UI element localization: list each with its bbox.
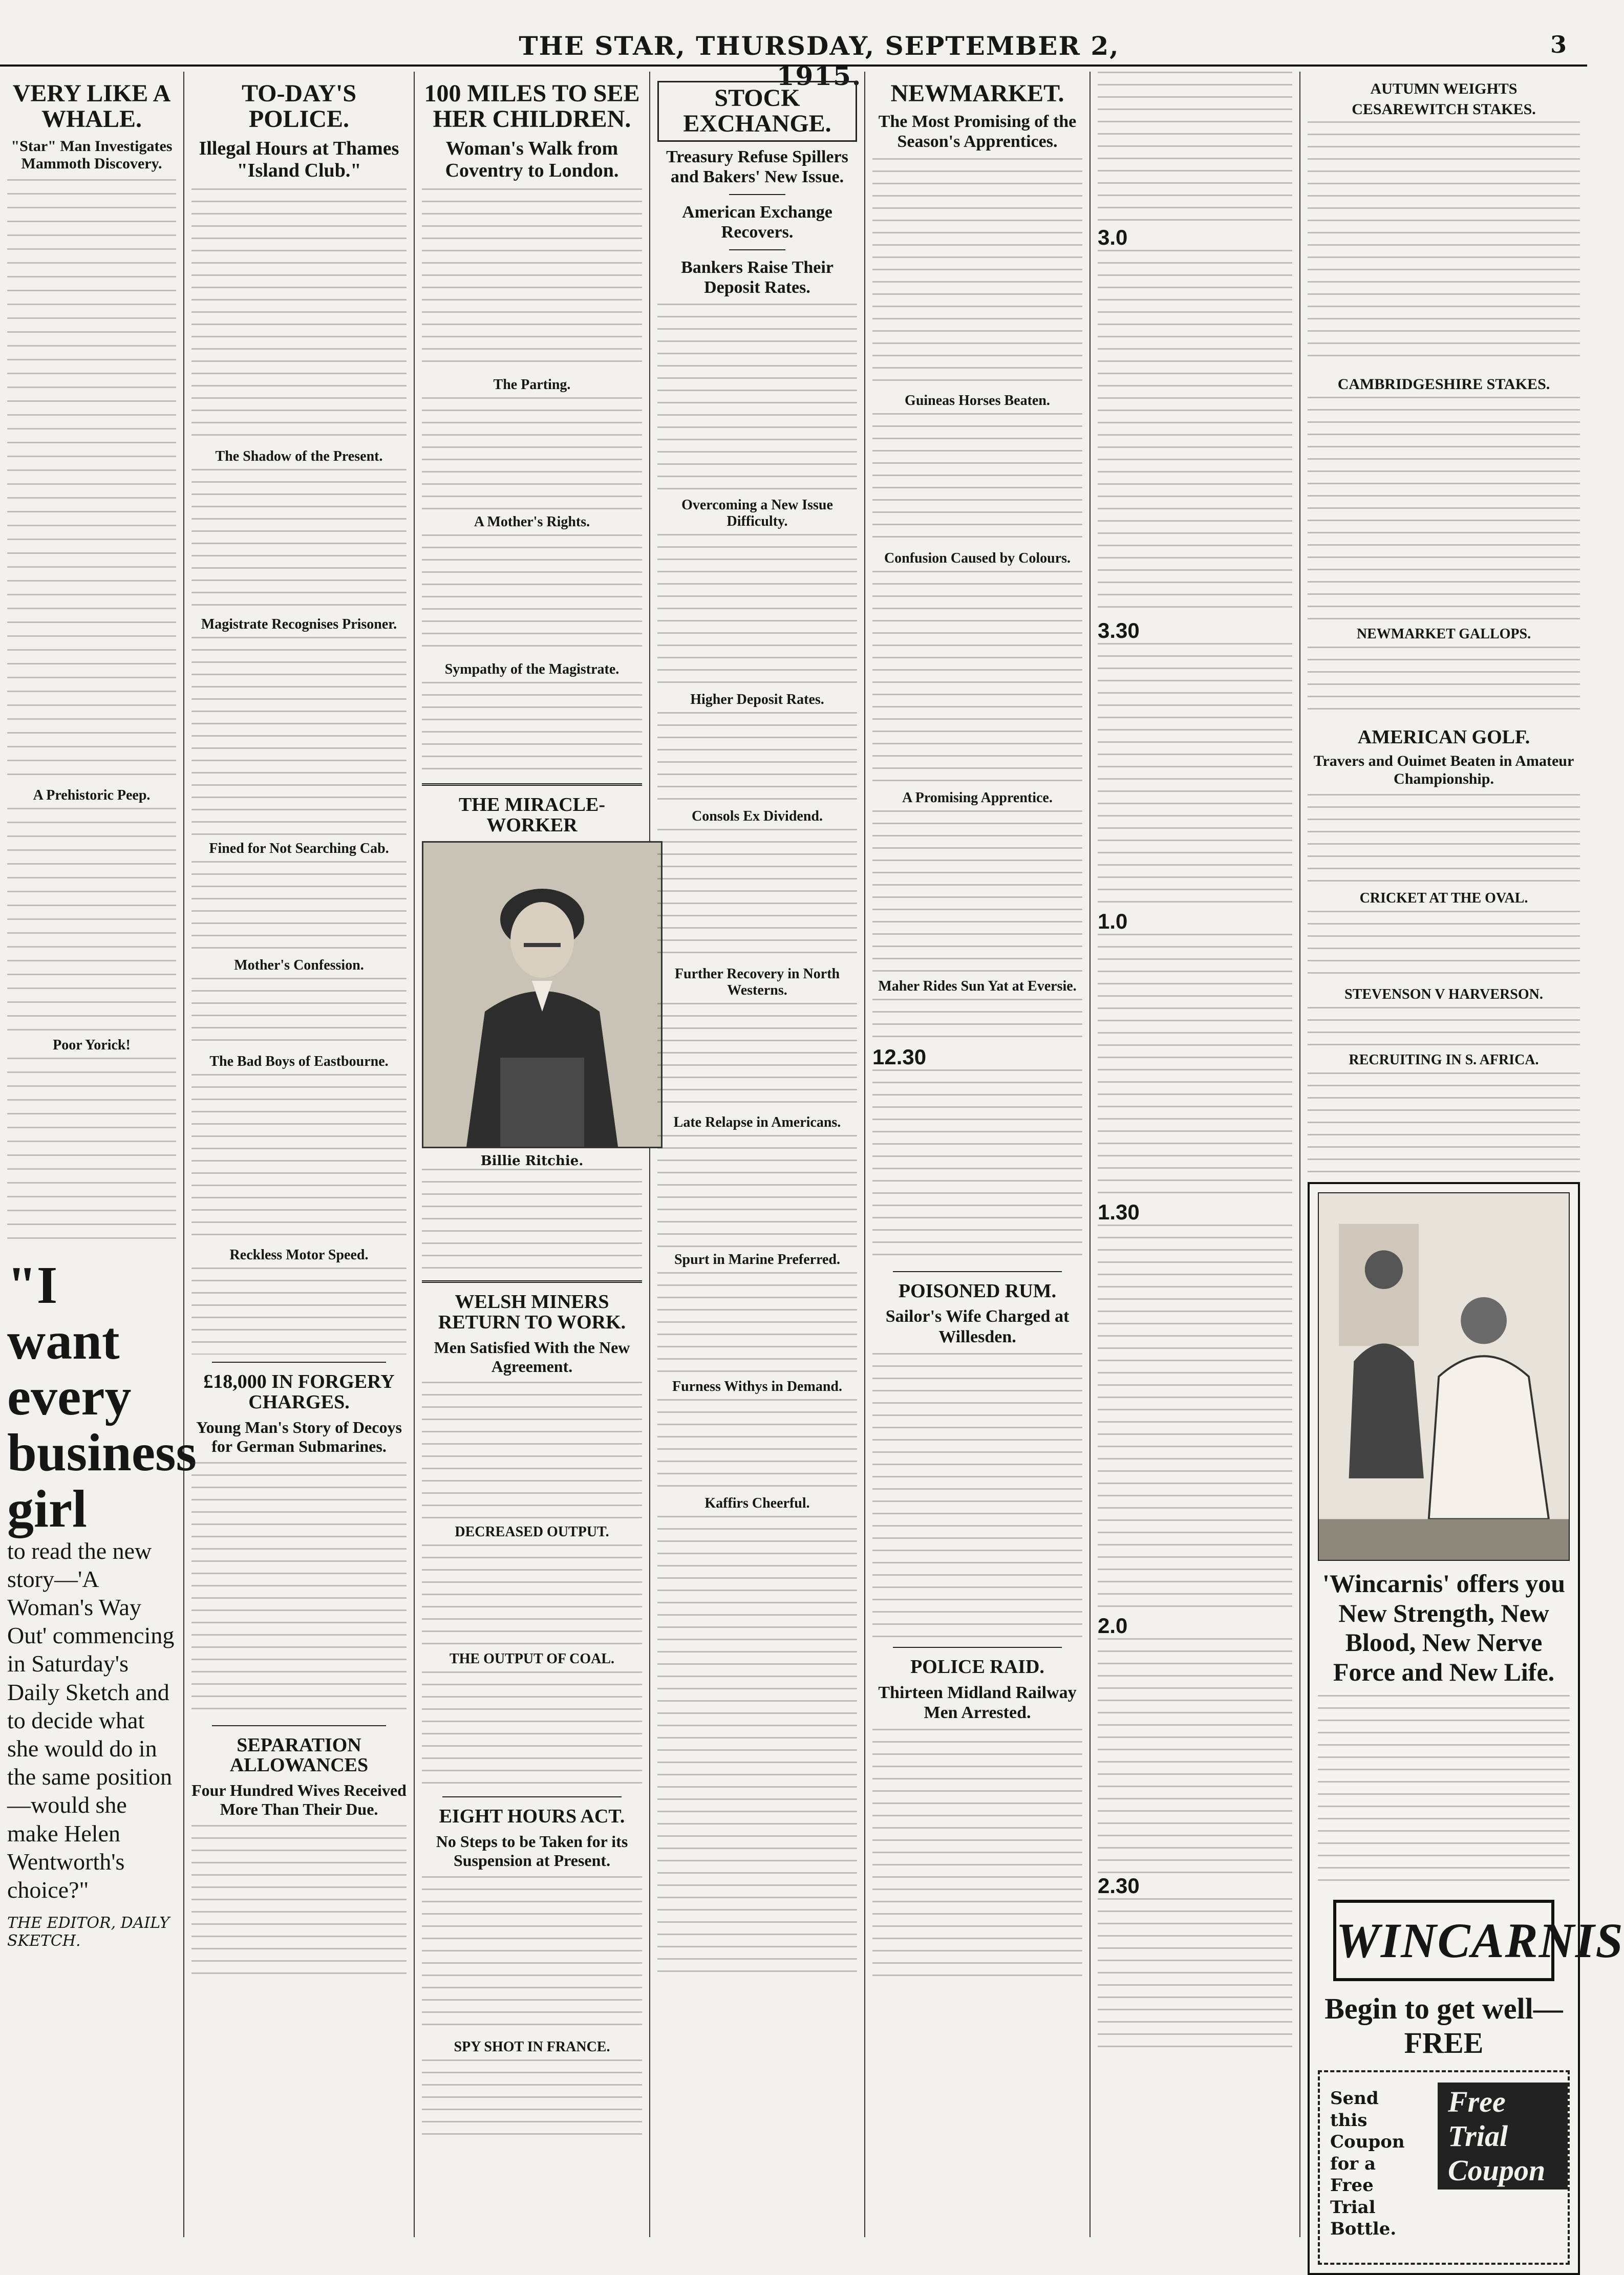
subheading: NEWMARKET GALLOPS. — [1356, 626, 1531, 642]
race-time: 3.30 — [1098, 618, 1140, 642]
subhead-100-miles: Woman's Walk from Coventry to London. — [445, 137, 619, 182]
race-card — [1098, 934, 1292, 1200]
promo-text: to read the new story—'A Woman's Way Out' commencing in Saturday's Daily Sketch and to decide what she would do in the same position—would she make Helen Wentworth's choice?" — [7, 1537, 175, 1903]
article-text — [872, 1729, 1082, 1985]
race-time: 2.30 — [1098, 1874, 1140, 1898]
article-text — [1308, 794, 1580, 886]
ad-illustration — [1318, 1192, 1570, 1561]
race-card — [1098, 1638, 1292, 1874]
article-text — [191, 469, 407, 612]
headline-autumn-weights: AUTUMN WEIGHTS — [1370, 80, 1518, 97]
promo-signature: THE EDITOR, DAILY SKETCH. — [7, 1914, 170, 1950]
headline-miracle-worker: THE MIRACLE-WORKER — [458, 794, 606, 836]
subheading: Mother's Confession. — [234, 957, 364, 974]
article-text — [422, 682, 642, 774]
headline-police-raid: POLICE RAID. — [910, 1656, 1044, 1678]
article-text — [191, 1074, 407, 1243]
race-time: 1.30 — [1098, 1200, 1140, 1224]
column-3 — [415, 72, 650, 2237]
subhead-stock-3: Bankers Raise Their Deposit Rates. — [681, 258, 834, 297]
subheading: A Promising Apprentice. — [902, 789, 1053, 806]
article-text — [657, 1399, 857, 1491]
article-text — [191, 861, 407, 953]
article-text — [191, 978, 407, 1049]
article-text — [1308, 1072, 1580, 1175]
article-text — [422, 188, 642, 373]
subhead-newmarket: The Most Promising of the Season's Apprentices. — [878, 112, 1077, 152]
divider — [729, 194, 785, 195]
subheading: The Shadow of the Present. — [215, 448, 383, 465]
headline-stock-exchange: STOCK EXCHANGE. — [657, 81, 857, 142]
article-text — [422, 1876, 642, 2035]
daily-sketch-promo — [7, 1255, 197, 1950]
article-text — [422, 1169, 642, 1271]
subheading: A Prehistoric Peep. — [33, 787, 151, 803]
divider — [893, 1647, 1062, 1648]
article-text — [872, 999, 1082, 1045]
column-6 — [1091, 72, 1300, 2237]
article-text — [872, 1353, 1082, 1640]
headline-cambridgeshire: CAMBRIDGESHIRE STAKES. — [1337, 376, 1550, 393]
subhead-stock-2: American Exchange Recovers. — [682, 202, 832, 242]
article-text — [7, 1058, 176, 1242]
article-text — [657, 829, 857, 962]
divider — [212, 1725, 386, 1726]
article-text — [657, 534, 857, 688]
subheading: Spurt in Marine Preferred. — [674, 1252, 840, 1268]
subheading: Higher Deposit Rates. — [690, 692, 824, 708]
column-7 — [1300, 72, 1624, 2240]
headline-poisoned-rum: POISONED RUM. — [898, 1280, 1057, 1302]
portrait-photo — [422, 841, 663, 1148]
masthead-title: THE STAR, THURSDAY, SEPTEMBER 2, 1915. — [519, 31, 1120, 91]
subheading: Maher Rides Sun Yat at Eversie. — [878, 978, 1077, 994]
article-text — [657, 1135, 857, 1248]
race-card — [1098, 1225, 1292, 1614]
subheading: Magistrate Recognises Prisoner. — [201, 616, 397, 633]
article-text — [7, 808, 176, 1033]
headline-police: TO-DAY'S POLICE. — [241, 80, 357, 133]
subhead-police: Illegal Hours at Thames "Island Club." — [199, 137, 399, 182]
divider — [422, 783, 642, 786]
ad-figures — [1319, 1193, 1569, 1560]
article-text — [422, 1671, 642, 1789]
subheading: Guineas Horses Beaten. — [905, 392, 1050, 409]
subheading: Overcoming a New Issue Difficulty. — [681, 497, 833, 530]
headline-forgery: £18,000 IN FORGERY CHARGES. — [203, 1371, 395, 1413]
subheading: Reckless Motor Speed. — [229, 1247, 369, 1263]
subheading: Late Relapse in Americans. — [673, 1114, 841, 1131]
headline-welsh-miners: WELSH MINERS RETURN TO WORK. — [438, 1291, 626, 1333]
subheading: Consols Ex Dividend. — [692, 808, 823, 825]
article-text — [422, 2059, 642, 2136]
subheading: Fined for Not Searching Cab. — [209, 841, 389, 857]
race-time: 2.0 — [1098, 1614, 1128, 1638]
article-text — [1308, 1007, 1580, 1048]
ad-begin: Begin to get well—FREE — [1324, 1992, 1563, 2060]
subheading: RECRUITING IN S. AFRICA. — [1349, 1052, 1539, 1068]
race-time: 1.0 — [1098, 909, 1128, 933]
coupon-title: Free Trial Coupon — [1438, 2083, 1568, 2190]
subheading: The Bad Boys of Eastbourne. — [209, 1054, 389, 1070]
headline-separation: SEPARATION ALLOWANCES — [229, 1734, 369, 1776]
subheading: Further Recovery in North Westerns. — [674, 966, 840, 999]
subhead-police-raid: Thirteen Midland Railway Men Arrested. — [878, 1683, 1077, 1722]
headline-american-golf: AMERICAN GOLF. — [1357, 726, 1530, 748]
article-text — [1308, 911, 1580, 982]
article-text — [191, 188, 407, 444]
subheading: Confusion Caused by Colours. — [884, 550, 1071, 566]
column-5 — [865, 72, 1091, 2237]
divider — [212, 1362, 386, 1363]
column-1 — [0, 72, 197, 2237]
ad-text — [1318, 1695, 1570, 1890]
article-text — [657, 304, 857, 493]
photo-caption: Billie Ritchie. — [480, 1153, 584, 1169]
subhead-welsh-miners: Men Satisfied With the New Agreement. — [434, 1338, 630, 1376]
ad-title: 'Wincarnis' offers you New Strength, New Blood, New Nerve Force and New Life. — [1322, 1569, 1566, 1686]
divider — [442, 1796, 622, 1797]
race-time: 12.30 — [872, 1044, 927, 1069]
race-card — [1098, 1898, 1292, 2052]
subheading: Poor Yorick! — [53, 1037, 131, 1053]
subhead-forgery: Young Man's Story of Decoys for German Submarines. — [196, 1418, 402, 1455]
article-text — [872, 413, 1082, 546]
subheading: THE OUTPUT OF COAL. — [449, 1651, 615, 1667]
portrait-figure — [423, 843, 661, 1147]
headline-cesarewitch: CESAREWITCH STAKES. — [1352, 100, 1536, 118]
subhead-separation: Four Hundred Wives Received More Than Their Due. — [191, 1781, 407, 1819]
ad-brand-logo: WINCARNIS — [1333, 1900, 1555, 1981]
subheading: Sympathy of the Magistrate. — [444, 661, 619, 678]
subheading: A Mother's Rights. — [474, 514, 590, 530]
race-card — [872, 1069, 1082, 1264]
divider — [422, 1280, 642, 1283]
race-card — [1098, 643, 1292, 909]
page-number: 3 — [1550, 31, 1567, 58]
subheading: DECREASED OUTPUT. — [455, 1524, 609, 1540]
subheading: The Parting. — [493, 377, 571, 393]
article-text — [657, 1516, 857, 1977]
free-trial-coupon[interactable] — [1318, 2070, 1570, 2265]
subhead-stock-1: Treasury Refuse Spillers and Bakers' New Issue. — [666, 147, 848, 186]
race-card — [1098, 250, 1292, 618]
race-time: 3.0 — [1098, 225, 1128, 249]
article-text — [191, 1825, 407, 1979]
subhead-poisoned-rum: Sailor's Wife Charged at Willesden. — [885, 1307, 1070, 1346]
article-text — [872, 810, 1082, 974]
wincarnis-ad — [1308, 1182, 1624, 2240]
article-text — [657, 1272, 857, 1375]
article-text — [191, 637, 407, 836]
subhead-whale: "Star" Man Investigates Mammoth Discovery. — [11, 137, 173, 173]
article-text — [191, 1268, 407, 1355]
article-text — [657, 1003, 857, 1110]
article-text — [422, 1544, 642, 1647]
subheading: CRICKET AT THE OVAL. — [1359, 890, 1528, 907]
column-2 — [184, 72, 415, 2237]
article-text — [657, 712, 857, 804]
article-text — [422, 397, 642, 510]
article-text — [422, 1382, 642, 1520]
race-card — [1098, 72, 1292, 225]
headline-100-miles: 100 MILES TO SEE HER CHILDREN. — [424, 80, 640, 133]
headline-whale: VERY LIKE A WHALE. — [12, 80, 171, 133]
weights-table — [1308, 397, 1580, 622]
subheading: SPY SHOT IN FRANCE. — [454, 2038, 610, 2055]
subheading: Kaffirs Cheerful. — [704, 1495, 810, 1512]
column-4 — [650, 72, 865, 2237]
article-text — [191, 1462, 407, 1718]
divider — [729, 249, 785, 250]
article-text — [872, 571, 1082, 786]
subhead-eight-hours: No Steps to be Taken for its Suspension at Present. — [436, 1832, 628, 1870]
ad-frame — [1308, 1182, 1624, 2275]
article-text — [872, 158, 1082, 389]
article-text — [422, 534, 642, 657]
divider — [893, 1271, 1062, 1272]
article-text — [1308, 647, 1580, 718]
subhead-american-golf: Travers and Ouimet Beaten in Amateur Championship. — [1313, 753, 1574, 787]
headline-newmarket: NEWMARKET. — [890, 80, 1064, 107]
promo-headline: "I want every business girl — [7, 1255, 197, 1538]
headline-eight-hours: EIGHT HOURS ACT. — [439, 1806, 625, 1828]
subheading: STEVENSON V HARVERSON. — [1344, 986, 1543, 1003]
subheading: Furness Withys in Demand. — [672, 1379, 842, 1395]
coupon-side-text: Send this Coupon for a Free Trial Bottle. — [1330, 2088, 1405, 2240]
article-text — [7, 179, 176, 783]
weights-table — [1308, 121, 1580, 367]
